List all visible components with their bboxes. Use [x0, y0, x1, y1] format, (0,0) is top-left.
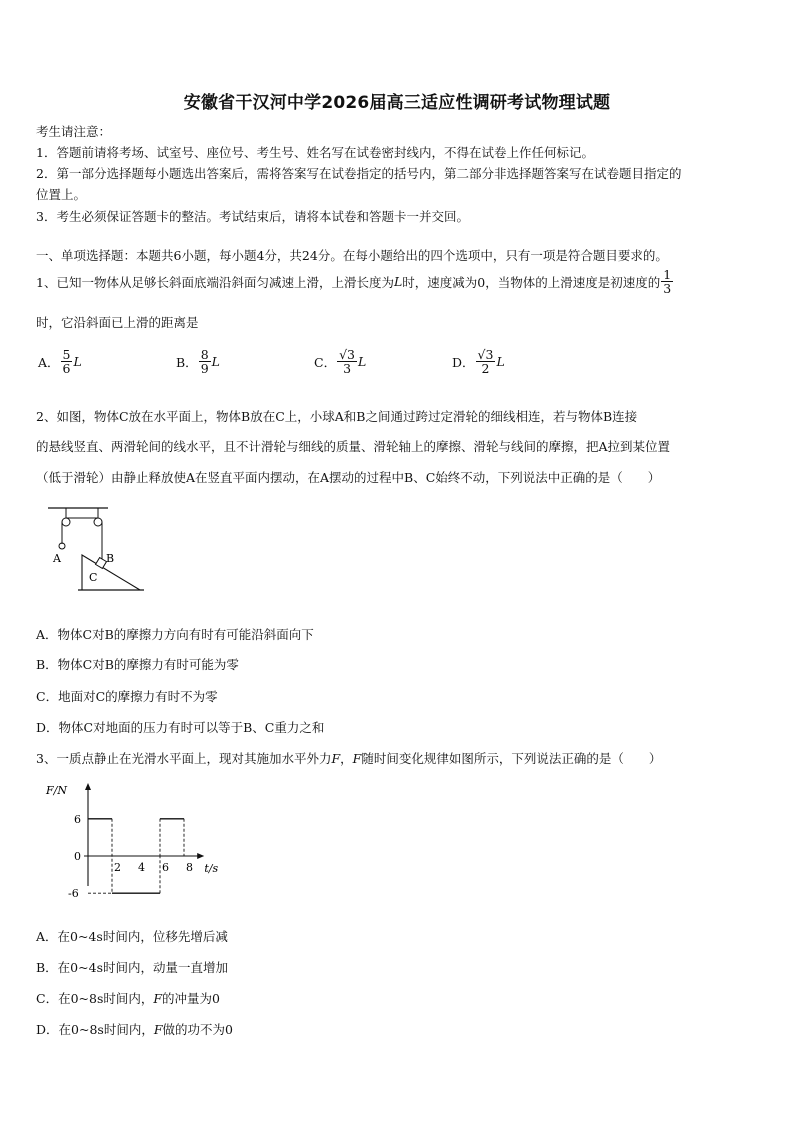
q3-option[interactable] — [36, 958, 228, 976]
q1-option-c[interactable] — [314, 348, 366, 375]
option-label: D． — [452, 354, 475, 370]
y-axis-arrow — [85, 783, 91, 790]
option-var: F — [153, 1022, 163, 1037]
notice-item: 3．考生必须保证答题卡的整洁。考试结束后，请将本试卷和答题卡一并交回。 — [36, 209, 469, 224]
q3-text-a: 3、一质点静止在光滑水平面上，现对其施加水平外力 — [36, 751, 332, 766]
x-axis-arrow — [197, 853, 204, 859]
option-text: 做的功不为0 — [162, 1022, 233, 1037]
option-text: A．在0~4s时间内，位移先增后减 — [36, 929, 228, 944]
fraction-denominator: 6 — [62, 361, 71, 377]
q1-option-b[interactable] — [176, 348, 220, 375]
q3-option[interactable] — [36, 989, 220, 1007]
option-fraction — [476, 348, 496, 375]
q2-stem-line: 2、如图，物体C放在水平面上，物体B放在C上，小球A和B之间通过跨过定滑轮的细线相连，若与物体B连接 — [36, 409, 638, 424]
fraction-denominator: 9 — [200, 361, 209, 377]
y-axis-label: F/N — [46, 784, 67, 797]
option-var: F — [153, 991, 163, 1006]
option-fraction — [199, 348, 211, 375]
fraction-denominator: 3 — [343, 361, 352, 377]
fraction-numerator: √3 — [477, 347, 494, 362]
q3-var-F: F — [352, 751, 362, 766]
fraction-denominator: 2 — [481, 361, 490, 377]
fraction-numerator: 1 — [663, 267, 672, 282]
question-3-stem — [36, 749, 661, 767]
y-tick-label: -6 — [68, 887, 79, 901]
q3-option[interactable] — [36, 1020, 233, 1038]
option-fraction — [337, 348, 357, 375]
option-text: D．在0~8s时间内， — [36, 1022, 154, 1037]
label-b: B — [106, 552, 115, 565]
q3-text-c: 随时间变化规律如图所示，下列说法正确的是（ ） — [361, 751, 662, 766]
block-b — [96, 558, 107, 569]
fraction-denominator: 3 — [663, 281, 672, 297]
y-tick-label: 6 — [74, 812, 81, 826]
q1-text-a: 1、已知一物体从足够长斜面底端沿斜面匀减速上滑，上滑长度为 — [36, 274, 394, 290]
notice-item: 1．答题前请将考场、试室号、座位号、考生号、姓名写在试卷密封线内，不得在试卷上作任何标记。 — [36, 145, 594, 160]
option-label: B． — [176, 354, 198, 370]
option-text: B．在0~4s时间内，动量一直增加 — [36, 960, 228, 975]
x-tick-label: 6 — [162, 861, 169, 874]
q2-stem-line: （低于滑轮）由静止释放使A在竖直平面内摆动，在A摆动的过程中B、C始终不动，下列说法中正确的是（ ） — [36, 470, 661, 485]
q2-option[interactable]: A．物体C对B的摩擦力方向有时有可能沿斜面向下 — [36, 627, 314, 642]
q2-option[interactable]: B．物体C对B的摩擦力有时可能为零 — [36, 657, 239, 672]
q1-fraction — [661, 268, 673, 295]
q2-stem-line: 的悬线竖直、两滑轮间的线水平，且不计滑轮与细线的质量、滑轮轴上的摩擦、滑轮与线间的摩擦，把A拉到某位置 — [36, 439, 671, 454]
notice-item: 2．第一部分选择题每小题选出答案后，需将答案写在试卷指定的括号内，第二部分非选择题答案写在试卷题目指定的 — [36, 166, 682, 181]
question-1-stem — [36, 268, 674, 295]
option-var: L — [358, 354, 367, 370]
q3-text-b: ， — [340, 751, 353, 766]
notice-item: 位置上。 — [36, 187, 87, 202]
left-pulley — [62, 518, 70, 526]
right-pulley — [94, 518, 102, 526]
q2-option[interactable]: C．地面对C的摩擦力有时不为零 — [36, 689, 218, 704]
notice-heading: 考生请注意： — [36, 124, 112, 139]
q2-option[interactable]: D．物体C对地面的压力有时可以等于B、C重力之和 — [36, 720, 325, 735]
option-label: C． — [314, 354, 337, 370]
q1-text-b: 时，速度减为0，当物体的上滑速度是初速度的 — [402, 274, 661, 290]
q2-pulley-diagram — [42, 500, 152, 600]
option-var: L — [496, 354, 505, 370]
option-label: A． — [38, 354, 60, 370]
q1-option-a[interactable] — [38, 348, 82, 375]
section-heading: 一、单项选择题：本题共6小题，每小题4分，共24分。在每小题给出的四个选项中，只有一项是符合题目要求的。 — [36, 248, 668, 263]
fraction-numerator: 8 — [200, 347, 209, 362]
label-c: C — [89, 571, 98, 584]
option-fraction — [61, 348, 73, 375]
x-tick-label: 2 — [114, 861, 121, 874]
label-a: A — [53, 552, 61, 565]
q1-text-c: 时，它沿斜面已上滑的距离是 — [36, 315, 199, 330]
q3-var-F: F — [331, 751, 341, 766]
x-axis-label: t/s — [204, 862, 219, 875]
x-tick-label: 8 — [186, 861, 193, 874]
q3-option[interactable] — [36, 927, 228, 945]
fraction-numerator: 5 — [62, 347, 71, 362]
page-title: 安徽省干汉河中学2026届高三适应性调研考试物理试题 — [183, 93, 611, 113]
q3-force-time-chart — [40, 780, 219, 902]
fraction-numerator: √3 — [339, 347, 355, 362]
x-tick-label: 4 — [138, 861, 145, 874]
q1-var-L: L — [393, 274, 403, 290]
chart-layer — [45, 783, 219, 900]
option-text: 的冲量为0 — [162, 991, 220, 1006]
q1-option-d[interactable] — [452, 348, 505, 375]
option-text: C．在0~8s时间内， — [36, 991, 154, 1006]
option-var: L — [73, 354, 82, 370]
y-tick-label: 0 — [74, 850, 81, 863]
option-var: L — [211, 354, 220, 370]
